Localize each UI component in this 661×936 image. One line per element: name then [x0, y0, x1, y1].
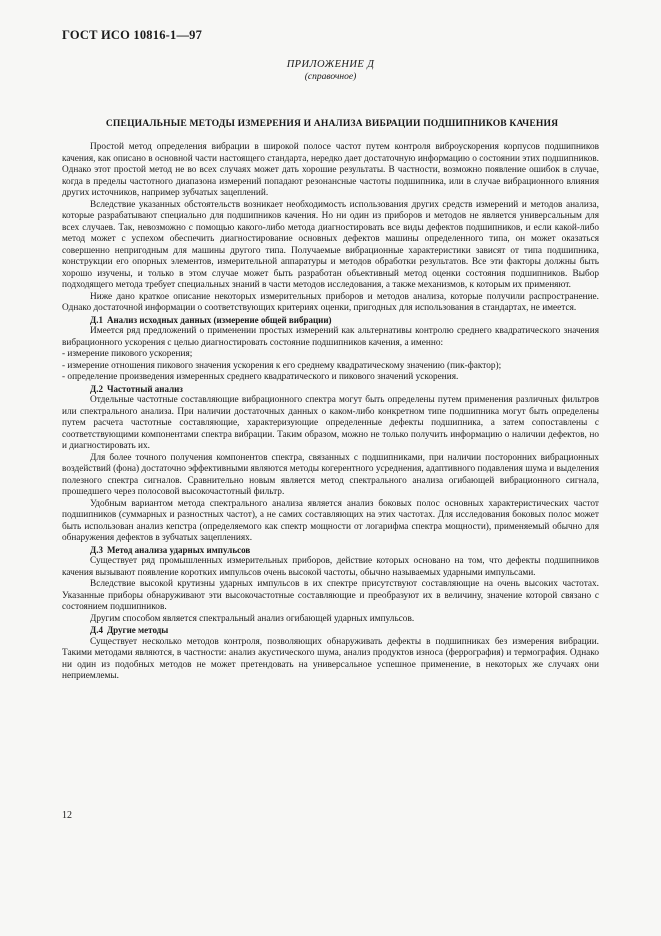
appendix-label: ПРИЛОЖЕНИЕ Д	[286, 59, 375, 70]
section-number: Д.3	[90, 544, 103, 555]
page-number: 12	[62, 810, 72, 821]
section-d3-paragraph-3: Другим способом является спектральный анализ огибающей ударных импульсов.	[90, 613, 415, 624]
document-id-header: ГОСТ ИСО 10816-1—97	[62, 28, 203, 42]
section-d2-paragraph-2: Для более точного получения компонентов спектра, связанных с подшипниками, при наличии посторонних вибрационных воздействий (фона) достаточно эффективными являются методы когерентного усреднения, адаптивного подавления шума и выделения полезного спектра сигналов. Сравнительно новым является метод спектрального анализа огибающей вибрационного сигнала, прошедшего через полосовой высокочастотный фильтр.	[62, 452, 599, 497]
section-number: Д.4	[90, 625, 103, 635]
section-heading-d2	[62, 384, 599, 396]
section-number: Д.1	[90, 314, 103, 325]
list-item: - определение произведения измеренных среднего квадратического и пикового значений ускорения.	[62, 372, 459, 382]
list-item: - измерение пикового ускорения;	[62, 349, 193, 359]
section-d4-paragraph-1: Существует несколько методов контроля, позволяющих обнаруживать дефекты в подшипниках без измерения вибрации. Такими методами являются, в частности: анализ акустического шума, анализ продуктов износа (феррография) и термография. Однако ни один из подобных методов не может претендовать на универсальное успешное применение, в некоторых же случаях они неприемлемы.	[62, 636, 599, 681]
section-d3-paragraph-1: Существует ряд промышленных измерительных приборов, действие которых основано на том, что дефекты подшипников качения вызывают появление коротких импульсов очень высокой частоты, обычно называемых ударными импульсами.	[62, 556, 599, 578]
section-heading-d1	[62, 315, 599, 327]
intro-paragraph-1: Простой метод определения вибрации в широкой полосе частот путем контроля виброускорения корпусов подшипников качения, как описано в основной части настоящего стандарта, нередко дает достаточную информацию о состоянии этих подшипников. Однако этот простой метод не во всех случаях может дать хорошие результаты. В частности, возможно появление ошибок в случае, когда в пределы частотного диапазона измерений попадают резонансные частоты подшипника, или в случае вибрационного влияния других источников, например зубчатых зацеплений.	[62, 142, 599, 198]
intro-paragraph-3: Ниже дано краткое описание некоторых измерительных приборов и методов анализа, которые получили распространение. Однако достаточной информации о соответствующих критериях оценки, пригодных для использования в стандартах, не имеется.	[62, 291, 599, 313]
section-d1-paragraph: Имеется ряд предложений о применении простых измерений как альтернативы контролю среднего квадратического значения вибрационного ускорения с целью диагностировать состояние подшипников качения, а именно:	[62, 326, 599, 348]
appendix-label-block	[0, 58, 661, 84]
intro-paragraph-2: Вследствие указанных обстоятельств возникает необходимость использования других средств измерений и методов анализа, которые разрабатывают специально для подшипников качения. Но ни один из приборов и методов не является универсальным для всех случаев. Так, невозможно с помощью какого-либо метода диагностировать все виды дефектов подшипников, и если какой-либо метод может с успехом обеспечить диагностирование основных дефектов машины определенного типа, он может оказаться совершенно непригодным для машины другого типа. Получаемые вибрационные характеристики зависят от типа подшипника, конструкции его опорных элементов, измерительной аппаратуры и методов обработки результатов. Все эти факторы должны быть хорошо изучены, и только в этом случае может быть разработан объективный метод оценки состояния подшипников. Выбор подходящего метода требует специальных знаний в части методов исследования, а также механизмов, к которым их применяют.	[62, 199, 599, 290]
section-d3-paragraph-2: Вследствие высокой крутизны ударных импульсов в их спектре присутствуют составляющие на очень высоких частотах. Указанные приборы обнаруживают эти высокочастотные составляющие и преобразуют их в величину, значение которой связано с состоянием подшипников.	[62, 579, 599, 612]
section-heading-text: Метод анализа ударных импульсов	[106, 544, 251, 555]
section-number: Д.2	[90, 383, 103, 394]
document-body	[62, 142, 599, 683]
section-heading-d3	[62, 545, 599, 557]
section-heading-text: Другие методы	[106, 625, 169, 635]
section-d2-paragraph-1: Отдельные частотные составляющие вибрационного спектра могут быть определены путем применения различных фильтров или спектрального анализа. При наличии достаточных данных о каком-либо конкретном типе подшипника могут быть определены путем расчета частотные составляющие, характеризующие определенные дефекты подшипника, а затем сопоставлены с соответствующими компонентами спектра вибрации. Таким образом, можно не только получить информацию о наличии дефектов, но и диагностировать их.	[62, 395, 599, 451]
section-heading-text: Частотный анализ	[106, 383, 183, 394]
section-heading-d4	[62, 625, 599, 637]
appendix-type: (справочное)	[304, 72, 357, 82]
page-title: СПЕЦИАЛЬНЫЕ МЕТОДЫ ИЗМЕРЕНИЯ И АНАЛИЗА ВИБРАЦИИ ПОДШИПНИКОВ КАЧЕНИЯ	[105, 118, 559, 129]
list-item: - измерение отношения пикового значения ускорения к его среднему квадратическому значению (пик-фактор);	[62, 360, 502, 371]
section-heading-text: Анализ исходных данных (измерение общей вибрации)	[106, 314, 332, 325]
section-d2-paragraph-3: Удобным вариантом метода спектрального анализа является анализ боковых полос основных характеристических частот подшипников (суммарных и разностных частот), а не самих составляющих на этих частотах. Для исследования боковых полос может быть использован анализ кепстра (определяемого как спектр мощности от логарифма спектра мощности), применяемый обычно для обнаружения дефектов в зубчатых зацеплениях.	[62, 498, 599, 543]
